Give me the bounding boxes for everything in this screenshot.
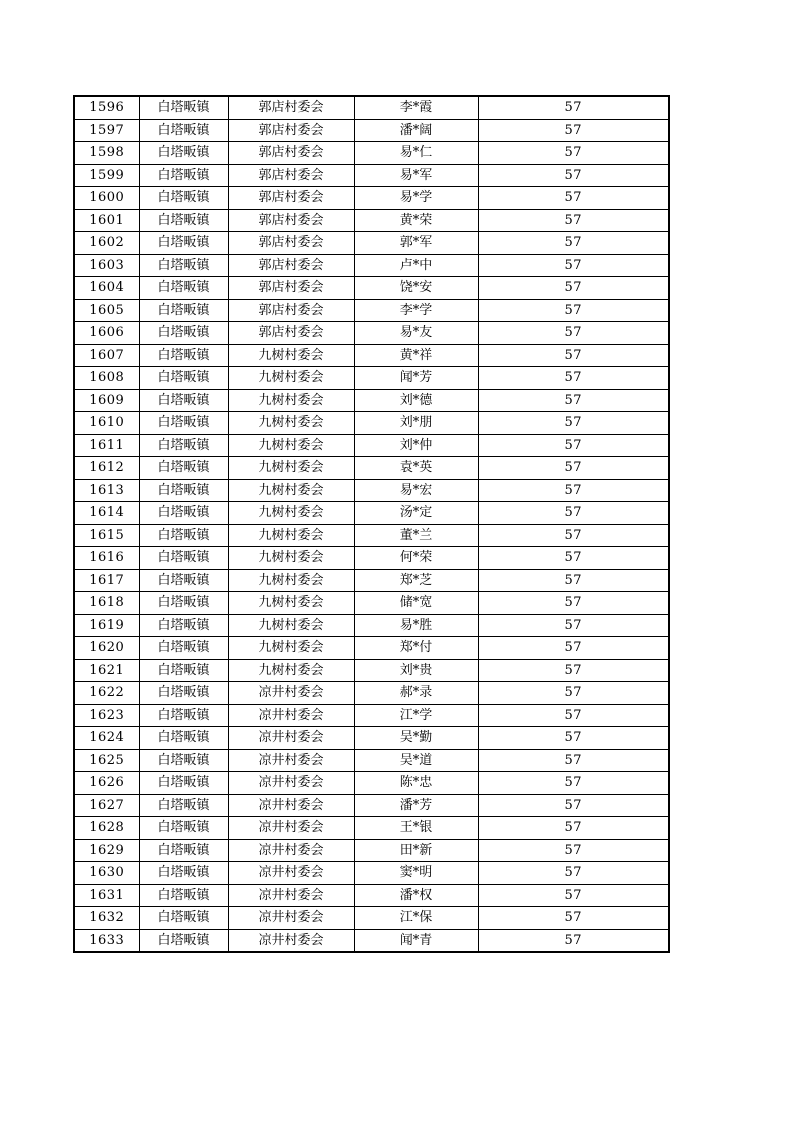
serial-number-cell: 1616 (74, 547, 139, 570)
town-cell: 白塔畈镇 (139, 479, 228, 502)
town-cell: 白塔畈镇 (139, 187, 228, 210)
value-cell: 57 (478, 479, 669, 502)
table-row (74, 344, 669, 367)
village-committee-cell: 郭店村委会 (228, 119, 354, 142)
value-cell: 57 (478, 277, 669, 300)
value-cell: 57 (478, 569, 669, 592)
serial-number-cell: 1615 (74, 524, 139, 547)
town-cell: 白塔畈镇 (139, 614, 228, 637)
serial-number-cell: 1601 (74, 209, 139, 232)
masked-name-cell: 易*学 (354, 187, 478, 210)
village-committee-cell: 凉井村委会 (228, 907, 354, 930)
village-committee-cell: 九树村委会 (228, 367, 354, 390)
serial-number-cell: 1630 (74, 862, 139, 885)
table-row (74, 142, 669, 165)
serial-number-cell: 1596 (74, 96, 139, 119)
town-cell: 白塔畈镇 (139, 412, 228, 435)
table-row (74, 96, 669, 119)
serial-number-cell: 1624 (74, 727, 139, 750)
value-cell: 57 (478, 524, 669, 547)
town-cell: 白塔畈镇 (139, 907, 228, 930)
masked-name-cell: 刘*德 (354, 389, 478, 412)
table-row (74, 772, 669, 795)
value-cell: 57 (478, 659, 669, 682)
value-cell: 57 (478, 96, 669, 119)
masked-name-cell: 易*友 (354, 322, 478, 345)
village-committee-cell: 凉井村委会 (228, 772, 354, 795)
masked-name-cell: 陈*忠 (354, 772, 478, 795)
village-committee-cell: 九树村委会 (228, 524, 354, 547)
town-cell: 白塔畈镇 (139, 547, 228, 570)
table-row (74, 524, 669, 547)
masked-name-cell: 潘*芳 (354, 794, 478, 817)
serial-number-cell: 1628 (74, 817, 139, 840)
town-cell: 白塔畈镇 (139, 637, 228, 660)
table-row (74, 592, 669, 615)
table-row (74, 614, 669, 637)
town-cell: 白塔畈镇 (139, 277, 228, 300)
serial-number-cell: 1626 (74, 772, 139, 795)
village-committee-cell: 凉井村委会 (228, 794, 354, 817)
serial-number-cell: 1617 (74, 569, 139, 592)
town-cell: 白塔畈镇 (139, 96, 228, 119)
table-row (74, 299, 669, 322)
serial-number-cell: 1597 (74, 119, 139, 142)
table-row (74, 682, 669, 705)
village-committee-cell: 郭店村委会 (228, 164, 354, 187)
value-cell: 57 (478, 367, 669, 390)
serial-number-cell: 1611 (74, 434, 139, 457)
table-row (74, 502, 669, 525)
masked-name-cell: 袁*英 (354, 457, 478, 480)
village-committee-cell: 凉井村委会 (228, 817, 354, 840)
town-cell: 白塔畈镇 (139, 164, 228, 187)
village-committee-cell: 九树村委会 (228, 457, 354, 480)
value-cell: 57 (478, 322, 669, 345)
town-cell: 白塔畈镇 (139, 704, 228, 727)
village-committee-cell: 九树村委会 (228, 412, 354, 435)
serial-number-cell: 1632 (74, 907, 139, 930)
records-table (73, 95, 670, 953)
village-committee-cell: 九树村委会 (228, 389, 354, 412)
masked-name-cell: 郑*付 (354, 637, 478, 660)
town-cell: 白塔畈镇 (139, 209, 228, 232)
town-cell: 白塔畈镇 (139, 592, 228, 615)
masked-name-cell: 吴*勤 (354, 727, 478, 750)
value-cell: 57 (478, 884, 669, 907)
town-cell: 白塔畈镇 (139, 569, 228, 592)
masked-name-cell: 何*荣 (354, 547, 478, 570)
value-cell: 57 (478, 164, 669, 187)
town-cell: 白塔畈镇 (139, 389, 228, 412)
masked-name-cell: 刘*仲 (354, 434, 478, 457)
value-cell: 57 (478, 209, 669, 232)
value-cell: 57 (478, 592, 669, 615)
table-row (74, 637, 669, 660)
serial-number-cell: 1620 (74, 637, 139, 660)
masked-name-cell: 李*霞 (354, 96, 478, 119)
masked-name-cell: 江*保 (354, 907, 478, 930)
masked-name-cell: 卢*中 (354, 254, 478, 277)
town-cell: 白塔畈镇 (139, 817, 228, 840)
serial-number-cell: 1612 (74, 457, 139, 480)
serial-number-cell: 1609 (74, 389, 139, 412)
serial-number-cell: 1627 (74, 794, 139, 817)
town-cell: 白塔畈镇 (139, 344, 228, 367)
value-cell: 57 (478, 299, 669, 322)
table-row (74, 884, 669, 907)
village-committee-cell: 九树村委会 (228, 344, 354, 367)
serial-number-cell: 1607 (74, 344, 139, 367)
village-committee-cell: 凉井村委会 (228, 884, 354, 907)
table-row (74, 164, 669, 187)
town-cell: 白塔畈镇 (139, 502, 228, 525)
value-cell: 57 (478, 457, 669, 480)
village-committee-cell: 郭店村委会 (228, 187, 354, 210)
serial-number-cell: 1619 (74, 614, 139, 637)
town-cell: 白塔畈镇 (139, 119, 228, 142)
value-cell: 57 (478, 794, 669, 817)
village-committee-cell: 凉井村委会 (228, 682, 354, 705)
value-cell: 57 (478, 434, 669, 457)
masked-name-cell: 饶*安 (354, 277, 478, 300)
town-cell: 白塔畈镇 (139, 884, 228, 907)
serial-number-cell: 1602 (74, 232, 139, 255)
table-row (74, 277, 669, 300)
table-row (74, 907, 669, 930)
town-cell: 白塔畈镇 (139, 142, 228, 165)
town-cell: 白塔畈镇 (139, 839, 228, 862)
serial-number-cell: 1613 (74, 479, 139, 502)
table-row (74, 727, 669, 750)
village-committee-cell: 郭店村委会 (228, 232, 354, 255)
table-row (74, 749, 669, 772)
town-cell: 白塔畈镇 (139, 367, 228, 390)
serial-number-cell: 1618 (74, 592, 139, 615)
town-cell: 白塔畈镇 (139, 862, 228, 885)
town-cell: 白塔畈镇 (139, 749, 228, 772)
town-cell: 白塔畈镇 (139, 434, 228, 457)
town-cell: 白塔畈镇 (139, 457, 228, 480)
masked-name-cell: 王*银 (354, 817, 478, 840)
village-committee-cell: 凉井村委会 (228, 749, 354, 772)
masked-name-cell: 闻*青 (354, 929, 478, 952)
town-cell: 白塔畈镇 (139, 794, 228, 817)
serial-number-cell: 1600 (74, 187, 139, 210)
masked-name-cell: 潘*阔 (354, 119, 478, 142)
village-committee-cell: 凉井村委会 (228, 839, 354, 862)
table-row (74, 929, 669, 952)
masked-name-cell: 刘*贵 (354, 659, 478, 682)
value-cell: 57 (478, 749, 669, 772)
town-cell: 白塔畈镇 (139, 727, 228, 750)
serial-number-cell: 1614 (74, 502, 139, 525)
table-row (74, 547, 669, 570)
serial-number-cell: 1605 (74, 299, 139, 322)
village-committee-cell: 郭店村委会 (228, 254, 354, 277)
village-committee-cell: 九树村委会 (228, 479, 354, 502)
value-cell: 57 (478, 614, 669, 637)
table-row (74, 704, 669, 727)
village-committee-cell: 凉井村委会 (228, 704, 354, 727)
value-cell: 57 (478, 232, 669, 255)
masked-name-cell: 潘*权 (354, 884, 478, 907)
serial-number-cell: 1625 (74, 749, 139, 772)
masked-name-cell: 窦*明 (354, 862, 478, 885)
village-committee-cell: 郭店村委会 (228, 277, 354, 300)
village-committee-cell: 郭店村委会 (228, 96, 354, 119)
serial-number-cell: 1603 (74, 254, 139, 277)
table-row (74, 389, 669, 412)
serial-number-cell: 1599 (74, 164, 139, 187)
village-committee-cell: 九树村委会 (228, 547, 354, 570)
town-cell: 白塔畈镇 (139, 299, 228, 322)
village-committee-cell: 凉井村委会 (228, 929, 354, 952)
records-table-body (74, 96, 669, 952)
serial-number-cell: 1631 (74, 884, 139, 907)
table-row (74, 479, 669, 502)
table-row (74, 119, 669, 142)
serial-number-cell: 1621 (74, 659, 139, 682)
village-committee-cell: 郭店村委会 (228, 299, 354, 322)
masked-name-cell: 田*新 (354, 839, 478, 862)
serial-number-cell: 1633 (74, 929, 139, 952)
serial-number-cell: 1629 (74, 839, 139, 862)
value-cell: 57 (478, 142, 669, 165)
masked-name-cell: 易*军 (354, 164, 478, 187)
village-committee-cell: 九树村委会 (228, 569, 354, 592)
masked-name-cell: 易*胜 (354, 614, 478, 637)
table-row (74, 187, 669, 210)
town-cell: 白塔畈镇 (139, 659, 228, 682)
town-cell: 白塔畈镇 (139, 254, 228, 277)
masked-name-cell: 易*仁 (354, 142, 478, 165)
town-cell: 白塔畈镇 (139, 322, 228, 345)
table-row (74, 794, 669, 817)
value-cell: 57 (478, 929, 669, 952)
table-row (74, 367, 669, 390)
value-cell: 57 (478, 412, 669, 435)
town-cell: 白塔畈镇 (139, 232, 228, 255)
masked-name-cell: 董*兰 (354, 524, 478, 547)
value-cell: 57 (478, 772, 669, 795)
serial-number-cell: 1604 (74, 277, 139, 300)
value-cell: 57 (478, 704, 669, 727)
town-cell: 白塔畈镇 (139, 772, 228, 795)
masked-name-cell: 郝*录 (354, 682, 478, 705)
value-cell: 57 (478, 839, 669, 862)
table-row (74, 839, 669, 862)
value-cell: 57 (478, 344, 669, 367)
masked-name-cell: 黄*祥 (354, 344, 478, 367)
serial-number-cell: 1623 (74, 704, 139, 727)
masked-name-cell: 郑*芝 (354, 569, 478, 592)
value-cell: 57 (478, 862, 669, 885)
masked-name-cell: 刘*朋 (354, 412, 478, 435)
table-row (74, 862, 669, 885)
table-row (74, 817, 669, 840)
value-cell: 57 (478, 682, 669, 705)
value-cell: 57 (478, 637, 669, 660)
serial-number-cell: 1608 (74, 367, 139, 390)
village-committee-cell: 九树村委会 (228, 434, 354, 457)
town-cell: 白塔畈镇 (139, 929, 228, 952)
village-committee-cell: 九树村委会 (228, 614, 354, 637)
serial-number-cell: 1622 (74, 682, 139, 705)
masked-name-cell: 吴*道 (354, 749, 478, 772)
village-committee-cell: 凉井村委会 (228, 862, 354, 885)
masked-name-cell: 黄*荣 (354, 209, 478, 232)
value-cell: 57 (478, 187, 669, 210)
table-row (74, 457, 669, 480)
value-cell: 57 (478, 389, 669, 412)
masked-name-cell: 李*学 (354, 299, 478, 322)
value-cell: 57 (478, 502, 669, 525)
masked-name-cell: 郭*军 (354, 232, 478, 255)
value-cell: 57 (478, 119, 669, 142)
village-committee-cell: 九树村委会 (228, 659, 354, 682)
masked-name-cell: 汤*定 (354, 502, 478, 525)
village-committee-cell: 郭店村委会 (228, 322, 354, 345)
masked-name-cell: 储*宽 (354, 592, 478, 615)
value-cell: 57 (478, 254, 669, 277)
table-row (74, 254, 669, 277)
table-row (74, 569, 669, 592)
masked-name-cell: 江*学 (354, 704, 478, 727)
value-cell: 57 (478, 727, 669, 750)
masked-name-cell: 易*宏 (354, 479, 478, 502)
village-committee-cell: 郭店村委会 (228, 209, 354, 232)
village-committee-cell: 凉井村委会 (228, 727, 354, 750)
table-row (74, 209, 669, 232)
village-committee-cell: 九树村委会 (228, 637, 354, 660)
serial-number-cell: 1610 (74, 412, 139, 435)
village-committee-cell: 郭店村委会 (228, 142, 354, 165)
town-cell: 白塔畈镇 (139, 682, 228, 705)
table-row (74, 412, 669, 435)
table-row (74, 232, 669, 255)
table-row (74, 659, 669, 682)
table-row (74, 322, 669, 345)
serial-number-cell: 1606 (74, 322, 139, 345)
value-cell: 57 (478, 817, 669, 840)
town-cell: 白塔畈镇 (139, 524, 228, 547)
value-cell: 57 (478, 907, 669, 930)
value-cell: 57 (478, 547, 669, 570)
masked-name-cell: 闻*芳 (354, 367, 478, 390)
table-row (74, 434, 669, 457)
serial-number-cell: 1598 (74, 142, 139, 165)
village-committee-cell: 九树村委会 (228, 502, 354, 525)
village-committee-cell: 九树村委会 (228, 592, 354, 615)
